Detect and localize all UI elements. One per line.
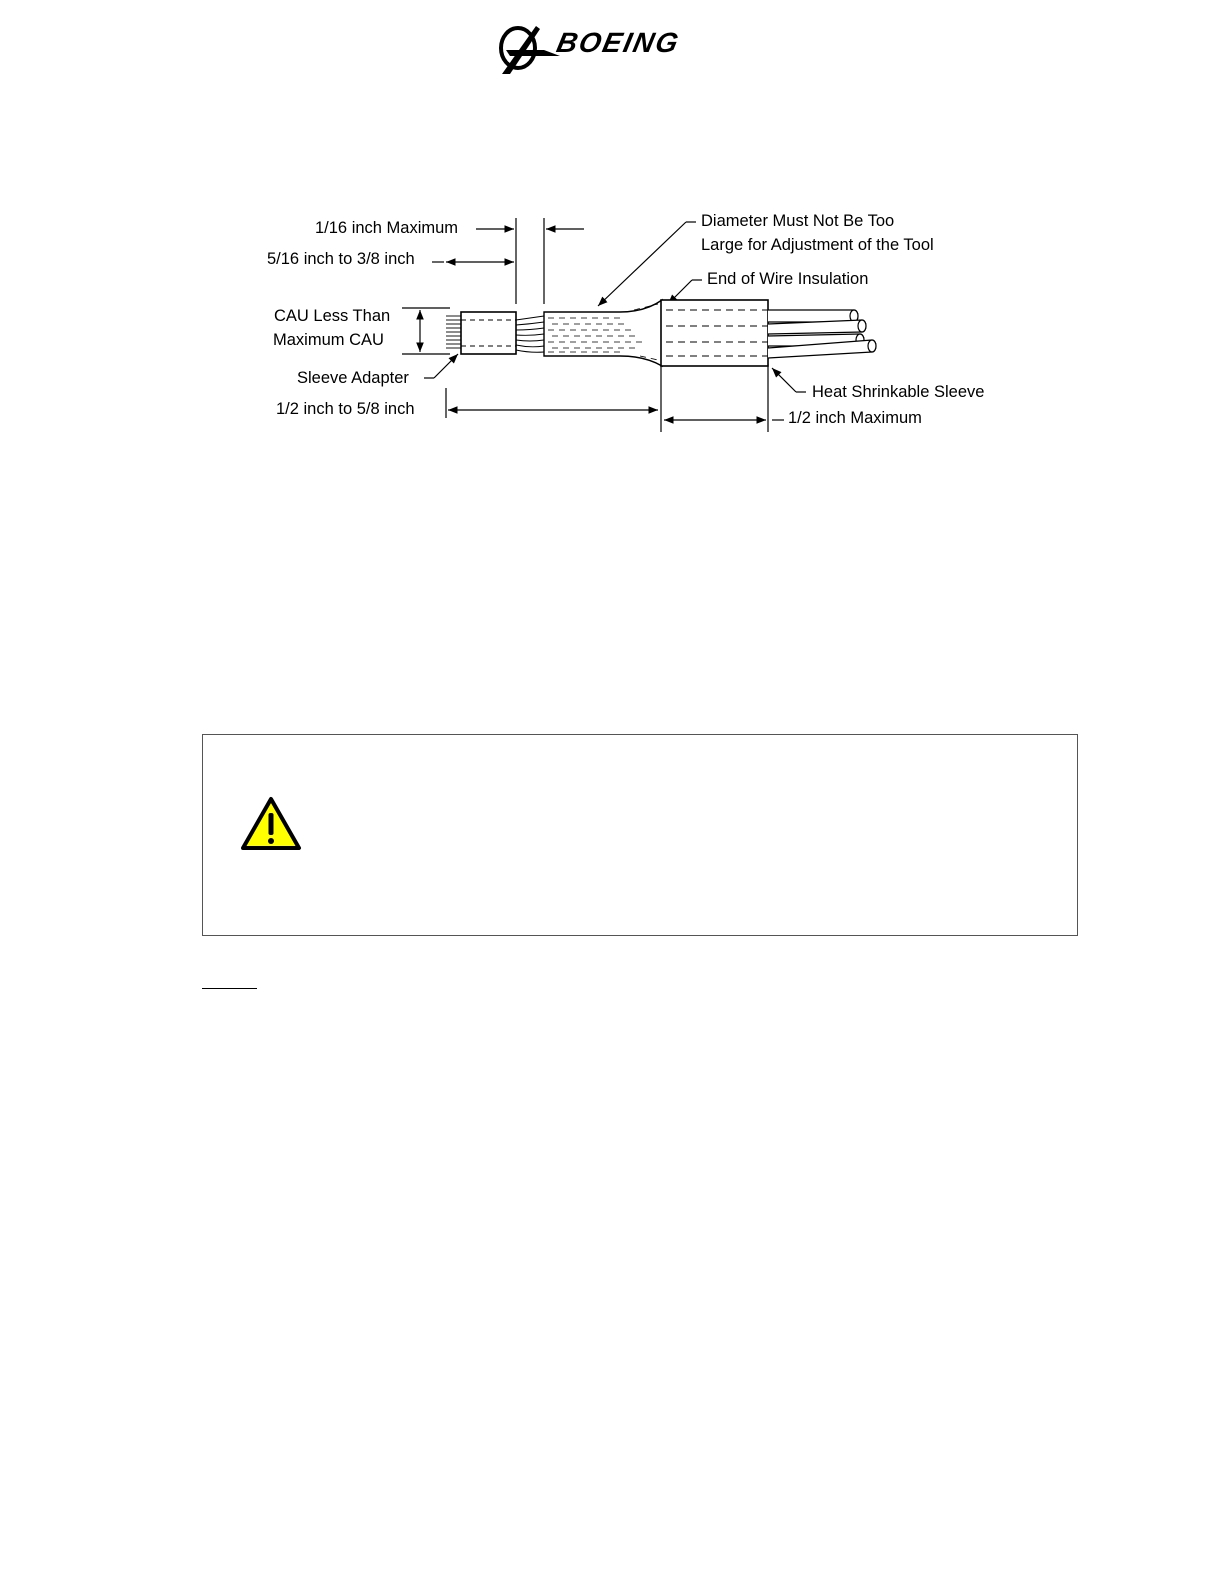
label-half-max: 1/2 inch Maximum: [788, 409, 922, 427]
label-half-to-five-eighths: 1/2 inch to 5/8 inch: [276, 400, 415, 418]
dim-sixteenth-max: [476, 218, 584, 304]
note-underline: [202, 988, 257, 989]
label-heat-shrink: Heat Shrinkable Sleeve: [812, 383, 985, 401]
logo-wordmark: BOEING: [553, 26, 684, 58]
leader-diameter: [598, 222, 696, 306]
leader-heat-shrink: [772, 368, 806, 392]
wire-strands: [446, 316, 461, 348]
dim-cau: [402, 308, 450, 354]
boeing-logo: [496, 20, 728, 78]
heat-shrink-sleeve: [661, 300, 768, 366]
braided-shield: [544, 300, 662, 366]
wire-sleeve-figure: [250, 200, 1010, 450]
label-end-of-insulation: End of Wire Insulation: [707, 270, 869, 288]
sleeve-adapter: [461, 312, 516, 354]
dim-half-to-five-eighths: [446, 360, 661, 432]
label-five-sixteenths: 5/16 inch to 3/8 inch: [267, 250, 415, 268]
leader-sleeve-adapter: [424, 354, 458, 378]
label-sixteenth-max: 1/16 inch Maximum: [315, 219, 459, 237]
insulated-wires: [768, 310, 876, 358]
dim-half-max: [664, 364, 784, 432]
label-cau-line2: Maximum CAU: [273, 331, 384, 349]
label-diameter-line1: Diameter Must Not Be Too: [701, 212, 895, 230]
warning-box: [202, 734, 1078, 936]
label-cau-line1: CAU Less Than: [274, 307, 391, 325]
label-diameter-line2: Large for Adjustment of the Tool: [701, 236, 934, 254]
wire-fan: [516, 316, 544, 352]
label-sleeve-adapter: Sleeve Adapter: [297, 369, 409, 387]
warning-triangle-icon: [239, 795, 303, 853]
